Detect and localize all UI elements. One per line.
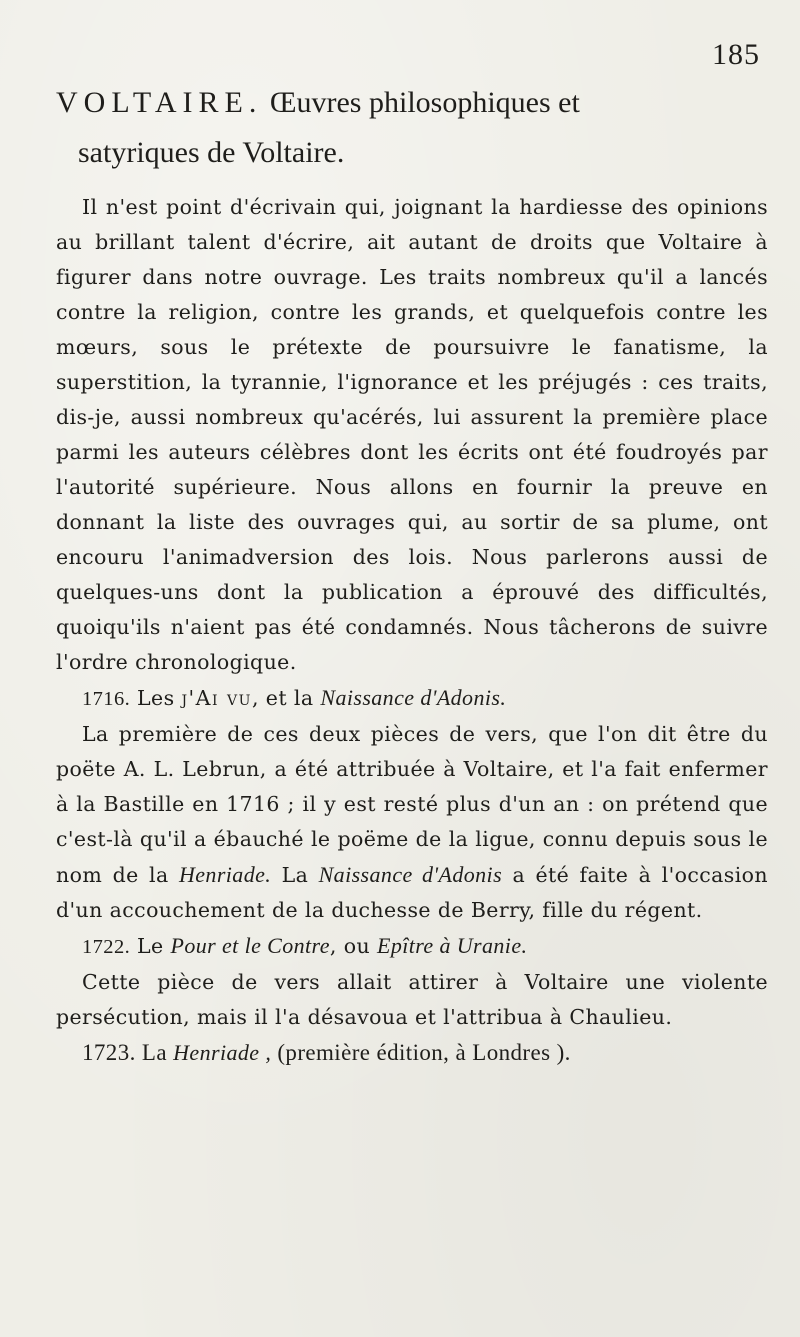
entry-1722-text-a: Le — [137, 934, 164, 958]
intro-paragraph: Il n'est point d'écrivain qui, joignant la hardiesse des opinions au brillant talent d'écrire, ait autant de droits que Voltaire à figurer dans notre ouvrage. Les traits nombreux qu'il a lancés contre la religion, contre les grands, et quelquefois contre les mœurs, sous le prétexte de poursuivre le fanatisme, la superstition, la tyrannie, l'ignorance et les préjugés : ces traits, dis-je, aussi nombreux qu'acérés, lui assurent la première place parmi les auteurs célèbres dont les écrits ont été foudroyés par l'autorité supérieure. Nous allons en fournir la preuve en donnant la liste des ouvrages qui, au sortir de sa plume, ont encouru l'animadversion des lois. Nous parlerons aussi de quelques-uns dont la publication a éprouvé des difficultés, quoiqu'ils n'aient pas été condamnés. Nous tâcherons de suivre l'ordre chronologique. — [56, 195, 768, 674]
entry-1716-title-a: j'Ai vu — [181, 686, 252, 710]
entry-1722-body: Cette pièce de vers allait attirer à Voltaire une violente persécution, mais il l'a désavoua et l'attribua à Chaulieu. — [56, 970, 768, 1029]
entry-heading — [56, 78, 768, 128]
entry-1716-text-b: , et la — [251, 686, 314, 710]
entry-1722-year: 1722. — [82, 936, 131, 958]
entry-1722-text-b: , ou — [329, 934, 371, 958]
entry-1716-body — [56, 717, 768, 928]
page-content — [56, 78, 768, 1070]
entry-1716-body-a: La première de ces deux pièces de vers, que l'on dit être du poëte A. L. Lebrun, a été attribuée à Voltaire, et l'a fait enfermer à la Bastille en 1716 ; il y est resté plus d'un an : on prétend que c'est-là qu'il a ébauché le poëme de la ligue, connu depuis sous le nom de la — [56, 722, 768, 887]
entry-1722-title-a: Pour et le Contre — [170, 933, 330, 958]
entry-1723-text-b: (première édition, à Londres ). — [277, 1040, 571, 1065]
entry-1722-heading — [56, 928, 768, 965]
page-number: 185 — [712, 38, 760, 71]
entry-1716-body-title-1: Henriade. — [178, 862, 272, 887]
entry-1723-text-a: La — [141, 1040, 167, 1065]
entry-1723-year: 1723. — [82, 1040, 136, 1065]
entry-1723-heading — [56, 1035, 768, 1070]
entry-1716-heading — [56, 680, 768, 717]
entry-1722-title-b: Epître à Uranie. — [376, 933, 528, 958]
entry-1716-body-c: a été faite à l'occasion d'un accouchement de la duchesse de Berry, fille du régent. — [56, 863, 768, 922]
heading-title-end: satyriques de Voltaire. — [78, 136, 345, 169]
heading-title-start: Œuvres philosophiques et — [269, 86, 580, 119]
entry-1723-title-a: Henriade , — [173, 1040, 272, 1065]
entry-1716-body-title-2: Naissance d'Adonis — [318, 862, 503, 887]
author-name: VOLTAIRE. — [56, 86, 263, 119]
entry-1716-text-a: Les — [137, 686, 175, 710]
entry-1716-body-b: La — [281, 863, 309, 887]
entry-1716-title-b: Naissance d'Adonis. — [320, 685, 507, 710]
entry-1716-year: 1716. — [82, 688, 131, 710]
